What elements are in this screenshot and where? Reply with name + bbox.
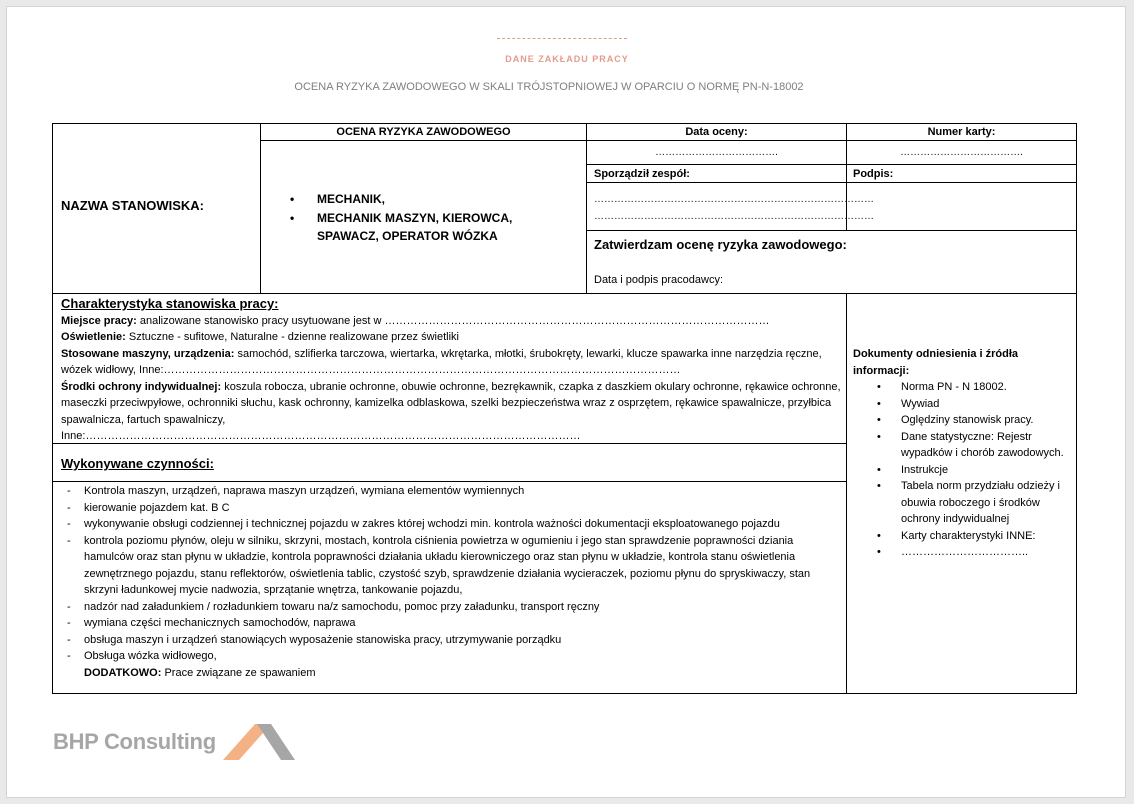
team-line-2[interactable]: ………………………………………………………………………… <box>594 211 874 222</box>
extra-label: DODATKOWO: <box>84 666 162 679</box>
lighting-row <box>61 329 841 346</box>
document-item: • Dane statystyczne: Rejestr wypadków i chorób zawodowych. <box>853 429 1068 462</box>
position-item: • MECHANIK, <box>290 190 570 209</box>
risk-assessment-header: OCENA RYZYKA ZAWODOWEGO <box>336 126 511 138</box>
tasks-list <box>53 483 843 681</box>
card-number-label: Numer karty: <box>927 126 996 138</box>
extra-text: Prace związane ze spawaniem <box>161 666 316 679</box>
lighting-text: Sztuczne - sufitowe, Naturalne - dzienne realizowane przez świetliki <box>125 331 460 343</box>
logo-text: BHP Consulting <box>53 729 216 754</box>
machines-label: Stosowane maszyny, urządzenia: <box>61 347 235 360</box>
date-label: Data oceny: <box>685 126 748 138</box>
task-item: - kontrola poziomu płynów, oleju w silniku, skrzyni, mostach, kontrola ciśnienia powietrza w ogumieniu i jego stan sprawdzenie poprawności dziania hamulców oraz stan płynu w układzie, kontrola poprawności działania układu kierowniczego oraz stan płynu w układzie, kontrola stanu oświetlenia zewnętrznego pojazdu, stanu reflektorów, oświetlenia tablic, czystość szyb, sprawdzenie działania wycieraczek, poziomu płynu do spryskiwaczy, stan skrzyni ładunkowej mycie nadwozia, sprzątanie wnętrza, tankowanie pojazdu, <box>53 533 843 599</box>
task-item: - Kontrola maszyn, urządzeń, naprawa maszyn urządzeń, wymiana elementów wymiennych <box>53 483 843 500</box>
bhp-consulting-logo <box>53 720 303 764</box>
task-extra <box>53 665 843 682</box>
company-data-header: DANE ZAKŁADU PRACY <box>505 54 629 64</box>
position-item: • MECHANIK MASZYN, KIEROWCA, SPAWACZ, OPERATOR WÓZKA <box>290 209 570 246</box>
tasks-title: Wykonywane czynności: <box>61 456 214 471</box>
tasks-section <box>53 483 843 681</box>
employer-signature-label: Data i podpis pracodawcy: <box>594 274 724 286</box>
document-subtitle: OCENA RYZYKA ZAWODOWEGO W SKALI TRÓJSTOPNIOWEJ W OPARCIU O NORMĘ PN-N-18002 <box>294 81 804 93</box>
characteristics-section <box>61 296 841 445</box>
document-item: • Norma PN - N 18002. <box>853 379 1068 396</box>
document-item: • Oględziny stanowisk pracy. <box>853 412 1068 429</box>
positions-list <box>290 190 570 246</box>
document-item: • …………………………….. <box>853 544 1068 561</box>
documents-title: Dokumenty odniesienia i źródła informacji: <box>853 348 1019 377</box>
task-item: - wykonywanie obsługi codziennej i technicznej pojazdu w zakres której wchodzi min. kontrola ważności dokumentacji eksploatowanego pojazdu <box>53 516 843 533</box>
task-item: - wymiana części mechanicznych samochodów, naprawa <box>53 615 843 632</box>
task-item: - Obsługa wózka widłowego, <box>53 648 843 665</box>
task-item: - nadzór nad załadunkiem / rozładunkiem towaru na/z samochodu, pomoc przy załadunku, transport ręczny <box>53 599 843 616</box>
document-item: • Tabela norm przydziału odzieży i obuwia roboczego i środków ochrony indywidualnej <box>853 478 1068 528</box>
workplace-row <box>61 313 841 330</box>
document-item: • Wywiad <box>853 396 1068 413</box>
document-item: • Karty charakterystyki INNE: <box>853 528 1068 545</box>
company-divider <box>497 38 627 39</box>
workplace-text: analizowane stanowisko pracy usytuowane jest w …………………………………………………………………………………………… <box>136 314 770 327</box>
other-row: Inne:……………………………………………………………………………………………………………………… <box>61 430 581 442</box>
ppe-text: koszula robocza, ubranie ochronne, obuwie ochronne, bezrękawnik, czapka z daszkiem okulary ochronne, rękawice ochronne, maseczki przeciwpyłowe, ochronniki słuchu, kask ochronny, kamizelka odblaskowa, szelki bezpieczeństwa wraz z osprzętem, rękawice spawalnicze, przyłbica spawalnicza, fartuch spawalniczy, <box>61 380 841 426</box>
card-number-value[interactable]: ………………………………. <box>900 147 1023 158</box>
document-item: • Instrukcje <box>853 462 1068 479</box>
machines-row <box>61 346 841 379</box>
position-label: NAZWA STANOWISKA: <box>61 198 204 213</box>
signature-label: Podpis: <box>853 168 894 180</box>
team-label: Sporządził zespół: <box>594 168 690 180</box>
roof-icon <box>219 720 299 764</box>
approval-label: Zatwierdzam ocenę ryzyka zawodowego: <box>594 237 847 252</box>
team-line-1[interactable]: ………………………………………………………………………… <box>594 194 874 205</box>
characteristics-title: Charakterystyka stanowiska pracy: <box>61 296 279 311</box>
positions-cell <box>290 190 570 246</box>
workplace-label: Miejsce pracy: <box>61 314 137 327</box>
ppe-row <box>61 379 841 429</box>
lighting-label: Oświetlenie: <box>61 331 126 343</box>
task-item: - obsługa maszyn i urządzeń stanowiących wyposażenie stanowiska pracy, utrzymywanie porządku <box>53 632 843 649</box>
documents-section <box>853 346 1068 561</box>
roof-gray-shape <box>257 724 295 760</box>
date-value[interactable]: ………………………………. <box>655 147 778 158</box>
machines-text: samochód, szlifierka tarczowa, wiertarka, wkrętarka, młotki, śrubokręty, lewarki, klucze spawarka inne narzędzia ręczne, wózek widłowy, Inne:…………………………………………………………………………………………………………………………… <box>61 347 822 376</box>
documents-list <box>853 379 1068 561</box>
task-item: - kierowanie pojazdem kat. B C <box>53 500 843 517</box>
ppe-label: Środki ochrony indywidualnej: <box>61 380 222 393</box>
